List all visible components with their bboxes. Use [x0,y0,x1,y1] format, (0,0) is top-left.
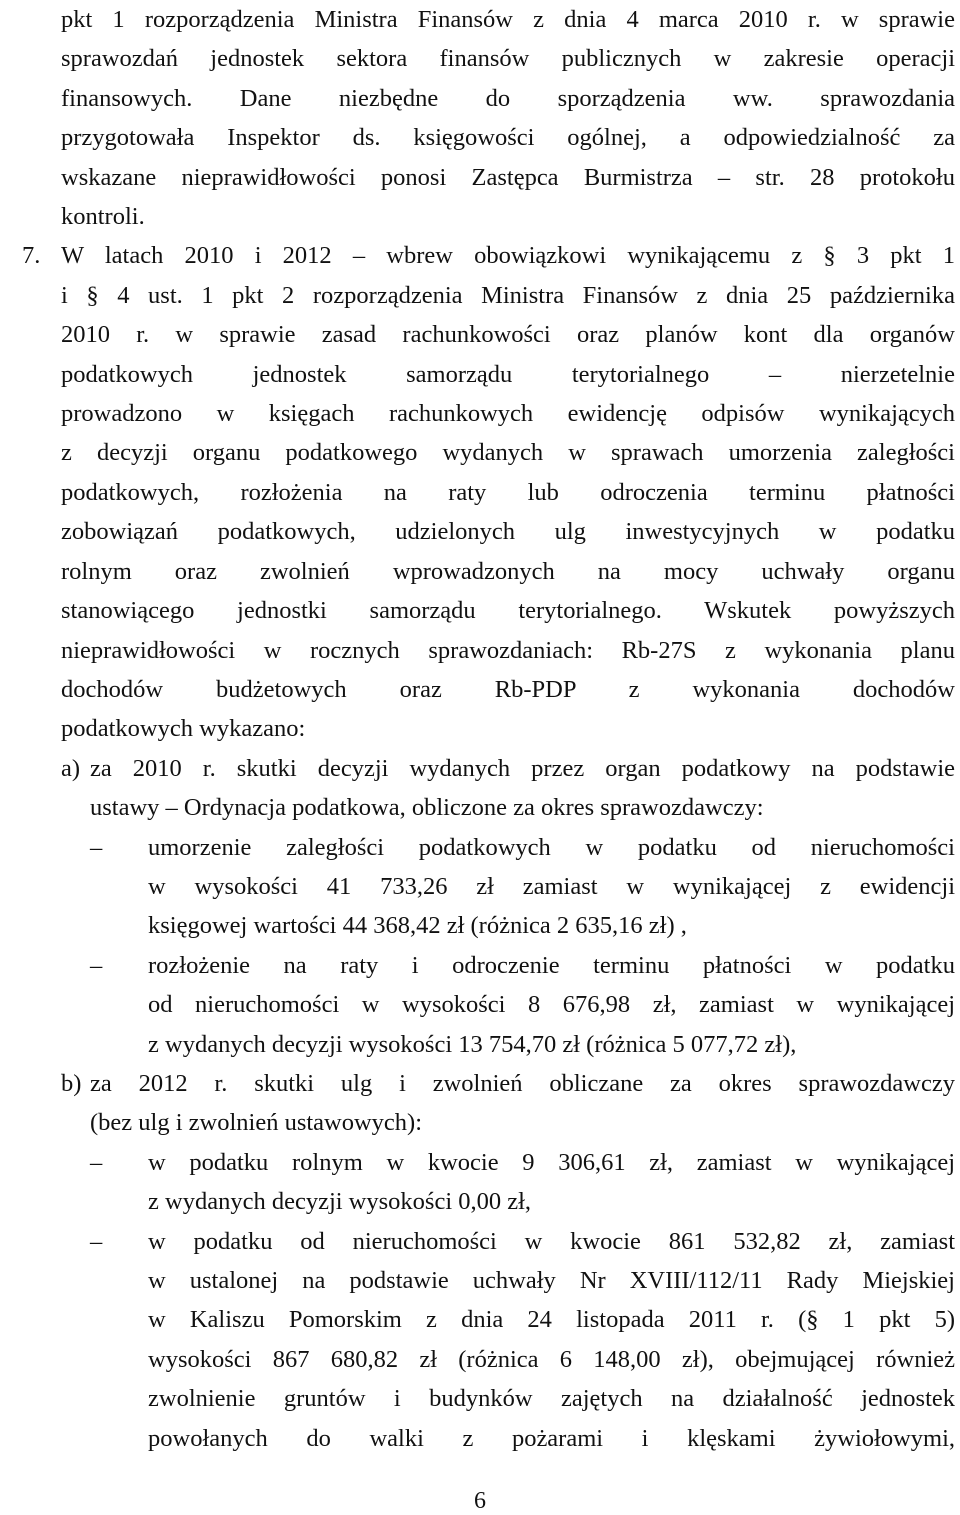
dash-bullet: – [90,951,103,979]
text-line: wysokości 867 680,82 zł (różnica 6 148,00 zł), obejmującej również [148,1345,955,1373]
text-line: 2010 r. w sprawie zasad rachunkowości oraz planów kont dla organów [61,321,955,349]
subpoint-body [90,1064,955,1458]
text-line: od nieruchomości w wysokości 8 676,98 zł, zamiast w wynikającej [148,991,955,1019]
dash-bullet: – [90,1148,103,1176]
subpoint-b [61,1064,955,1458]
text-line: ustawy – Ordynacja podatkowa, obliczone za okres sprawozdawczy: [90,794,764,822]
dash-item [90,828,955,946]
text-line: prowadzono w księgach rachunkowych ewidencję odpisów wynikających [61,400,955,428]
text-line: podatkowych jednostek samorządu terytorialnego – nierzetelnie [61,360,955,388]
text-line: stanowiącego jednostki samorządu terytorialnego. Wskutek powyższych [61,597,955,625]
text-line: wskazane nieprawidłowości ponosi Zastępca Burmistrza – str. 28 protokołu [61,163,955,191]
text-line: w ustalonej na podstawie uchwały Nr XVIII/112/11 Rady Miejskiej [148,1267,955,1294]
subpoint-label: b) [61,1069,82,1097]
text-line: pkt 1 rozporządzenia Ministra Finansów z dnia 4 marca 2010 r. w sprawie [61,6,955,33]
dash-bullet: – [90,833,103,861]
text-line: (bez ulg i zwolnień ustawowych): [90,1109,423,1137]
text-line: zwolnienie gruntów i budynków zajętych na działalność jednostek [148,1385,955,1413]
text-line: z wydanych decyzji wysokości 13 754,70 zł (różnica 5 077,72 zł), [148,1030,797,1058]
point-number: 7. [22,242,41,270]
point-7 [0,236,955,748]
text-line: umorzenie zaległości podatkowych w podatku od nieruchomości [148,833,955,861]
dash-item [90,1222,955,1458]
text-line: kontroli. [61,203,145,231]
text-line: z decyzji organu podatkowego wydanych w sprawach umorzenia zaległości [61,439,955,467]
text-line: w podatku od nieruchomości w kwocie 861 532,82 zł, zamiast [148,1227,955,1255]
text-line: za 2012 r. skutki ulg i zwolnień obliczane za okres sprawozdawczy [90,1069,955,1097]
text-line: nieprawidłowości w rocznych sprawozdaniach: Rb-27S z wykonania planu [61,636,955,664]
text-line: w wysokości 41 733,26 zł zamiast w wynikającej z ewidencji [148,872,955,900]
text-line: zobowiązań podatkowych, udzielonych ulg inwestycyjnych w podatku [61,518,955,546]
text-line: podatkowych, rozłożenia na raty lub odroczenia terminu płatności [61,478,955,506]
text-line: księgowej wartości 44 368,42 zł (różnica 2 635,16 zł) , [148,912,687,940]
subpoint-a [61,749,955,1064]
text-line: za 2010 r. skutki decyzji wydanych przez organ podatkowy na podstawie [90,754,955,782]
intro-paragraph [61,0,955,236]
text-line: w Kaliszu Pomorskim z dnia 24 listopada 2011 r. (§ 1 pkt 5) [148,1306,955,1334]
subpoint-body [90,749,955,1064]
page-number: 6 [474,1488,486,1514]
text-line: dochodów budżetowych oraz Rb-PDP z wykonania dochodów [61,675,955,703]
text-line: przygotowała Inspektor ds. księgowości ogólnej, a odpowiedzialność za [61,124,955,152]
text-line: rolnym oraz zwolnień wprowadzonych na mocy uchwały organu [61,557,955,585]
subpoint-label: a) [61,754,81,782]
text-line: sprawozdań jednostek sektora finansów publicznych w zakresie operacji [61,45,955,73]
dash-item [90,1143,955,1222]
text-line: W latach 2010 i 2012 – wbrew obowiązkowi wynikającemu z § 3 pkt 1 [61,242,955,270]
text-line: powołanych do walki z pożarami i klęskami żywiołowymi, [148,1424,955,1452]
text-line: i § 4 ust. 1 pkt 2 rozporządzenia Ministra Finansów z dnia 25 października [61,281,955,309]
text-line: w podatku rolnym w kwocie 9 306,61 zł, zamiast w wynikającej [148,1148,955,1176]
text-line: finansowych. Dane niezbędne do sporządzenia ww. sprawozdania [61,84,955,112]
text-line: podatkowych wykazano: [61,715,306,743]
text-line: rozłożenie na raty i odroczenie terminu płatności w podatku [148,951,955,979]
dash-bullet: – [90,1227,103,1255]
dash-item [90,946,955,1064]
text-line: z wydanych decyzji wysokości 0,00 zł, [148,1188,532,1216]
page-content [22,0,955,1458]
